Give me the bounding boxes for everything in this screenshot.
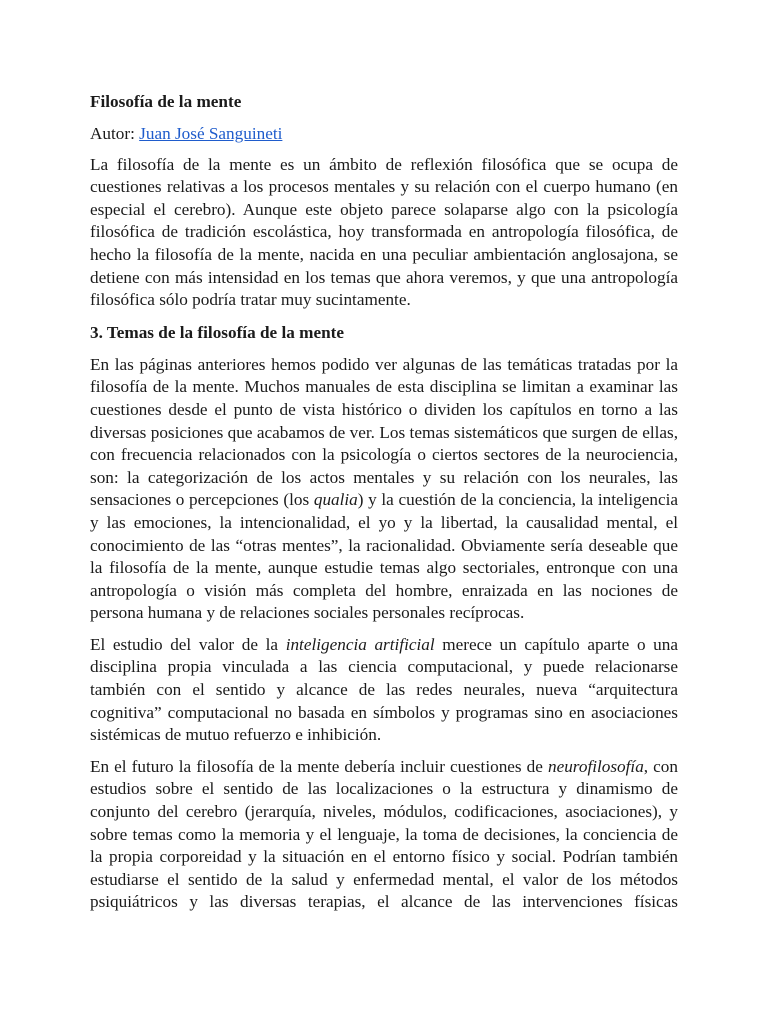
document-page xyxy=(90,90,678,923)
qualia-term: qualia xyxy=(313,490,358,510)
author-link[interactable]: Juan José Sanguineti xyxy=(139,124,283,143)
intro-paragraph: La filosofía de la mente es un ámbito de reflexión filosófica que se ocupa de cuestiones relativas a los procesos mentales y su relación con el cuerpo humano (en especial el cerebro). Aunque este objeto parece solaparse algo con la psicología filosófica de tradición escolástica, hoy transformada en antropología filosófica, de hecho la filosofía de la mente, nacida en una peculiar ambientación anglosajona, se detiene con más intensidad en los temas que ahora veremos, y que una antropología filosófica sólo podría tratar muy sucintamente. xyxy=(90,154,678,310)
document-title: Filosofía de la mente xyxy=(90,92,242,111)
paragraph-ai-text-2: merece un capítulo aparte o una disciplina propia vinculada a las ciencia computacional, y puede relacionarse también con el sentido y alcance de las redes neurales, nueva “arquitectura cognitiva” computacional no basada en símbolos y programas sino en asociaciones sistémicas de mutuo refuerzo e inhibición. xyxy=(90,634,678,745)
paragraph-neuro-text-1: En el futuro la filosofía de la mente debería incluir cuestiones de xyxy=(90,756,548,776)
author-line xyxy=(90,123,678,146)
paragraph-neuro-text-2: , con estudios sobre el sentido de las localizaciones o la estructura y dinamismo de conjunto del cerebro (jerarquía, niveles, módulos, codificaciones, asociaciones), y sobre temas como la memoria y el lenguaje, la toma de decisiones, la conciencia de la propia corporeidad y la situación en el entorno físico y social. Podrían también estudiarse el sentido de la salud y enfermedad mental, el valor de los métodos psiquiátricos y las diversas terapias, el alcance de las intervenciones físicas xyxy=(90,756,678,912)
paragraph-topics-text-1: En las páginas anteriores hemos podido ver algunas de las temáticas tratadas por la filosofía de la mente. Muchos manuales de esta disciplina se limitan a examinar las cuestiones desde el punto de vista histórico o dividen los capítulos en torno a las diversas posiciones que acabamos de ver. Los temas sistemáticos que surgen de ellas, con frecuencia relacionados con la psicología o ciertos sectores de la neurociencia, son: la categorización de los actos mentales y su relación con los neurales, las sensaciones o percepciones (los xyxy=(90,354,678,510)
ai-term: inteligencia artificial xyxy=(285,634,435,654)
paragraph-neurophilosophy xyxy=(90,756,678,914)
paragraph-topics-text-2: ) y la cuestión de la conciencia, la inteligencia y las emociones, la intencionalidad, el yo y la libertad, la causalidad mental, el conocimiento de las “otras mentes”, la racionalidad. Obviamente sería deseable que la filosofía de la mente, aunque estudie temas algo sectoriales, entronque con una antropología o visión más completa del hombre, enraizada en las nociones de persona humana y de relaciones sociales personales recíprocas. xyxy=(90,490,678,623)
paragraph-topics xyxy=(90,354,678,625)
author-label: Autor: xyxy=(90,124,140,143)
neurophilosophy-term: neurofilosofía xyxy=(547,756,644,776)
paragraph-ai-text-1: El estudio del valor de la xyxy=(90,634,286,654)
paragraph-ai xyxy=(90,634,678,747)
section-heading: 3. Temas de la filosofía de la mente xyxy=(90,322,344,342)
